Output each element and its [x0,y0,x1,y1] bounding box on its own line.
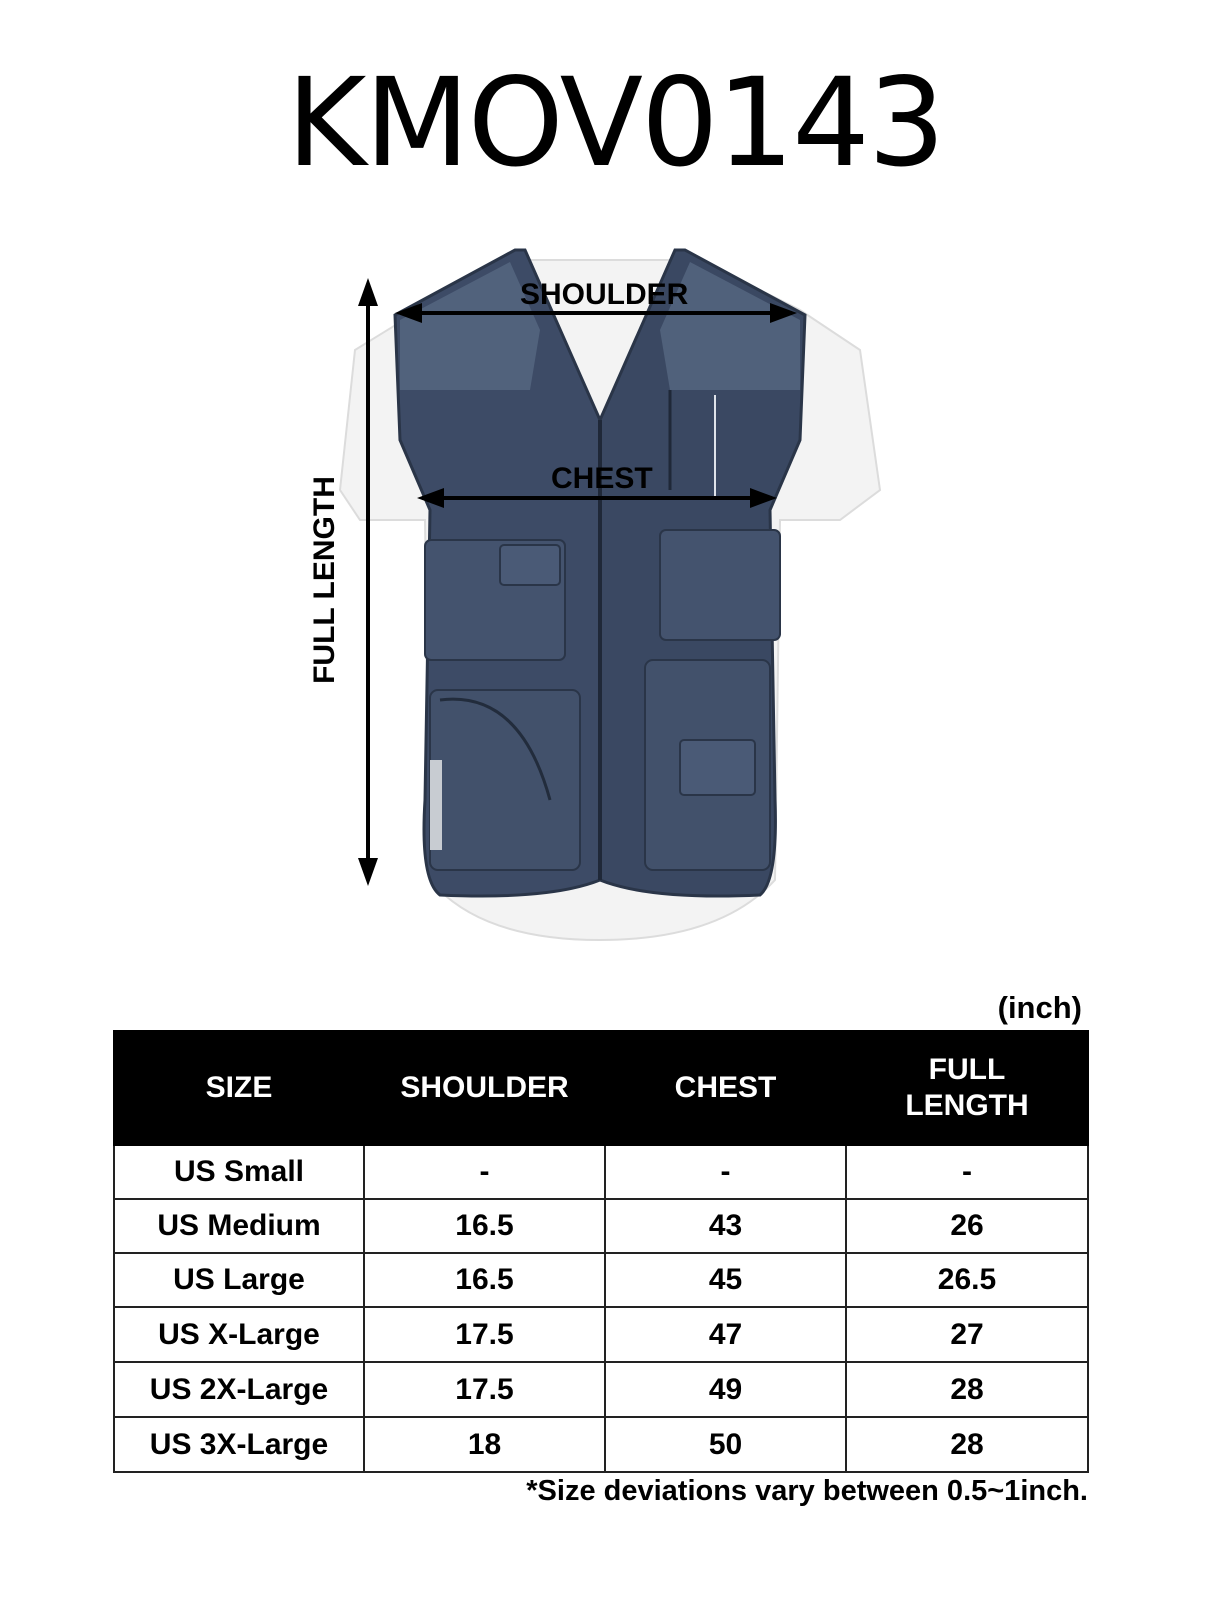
table-row [114,1253,1088,1307]
chest-cell: 43 [605,1199,846,1253]
size-cell: US 3X-Large [114,1417,364,1472]
shoulder-cell: - [364,1145,605,1199]
length-cell: 28 [846,1362,1088,1417]
table-row [114,1199,1088,1253]
size-cell: US Medium [114,1199,364,1253]
header-full-length: FULL LENGTH [846,1031,1088,1145]
header-shoulder: SHOULDER [364,1031,605,1145]
length-cell: 26 [846,1199,1088,1253]
size-deviation-note: *Size deviations vary between 0.5~1inch. [526,1475,1088,1507]
size-cell: US 2X-Large [114,1362,364,1417]
shoulder-cell: 17.5 [364,1307,605,1362]
chest-cell: 50 [605,1417,846,1472]
header-size: SIZE [114,1031,364,1145]
unit-label: (inch) [997,990,1082,1025]
vest-illustration [300,240,920,960]
chest-cell: 45 [605,1253,846,1307]
shoulder-cell: 16.5 [364,1199,605,1253]
full-length-measure-label: FULL LENGTH [308,476,341,684]
size-chart-table [113,1030,1089,1473]
length-cell: 27 [846,1307,1088,1362]
length-cell: - [846,1145,1088,1199]
size-cell: US X-Large [114,1307,364,1362]
table-header-row [114,1031,1088,1145]
size-cell: US Large [114,1253,364,1307]
shoulder-cell: 16.5 [364,1253,605,1307]
header-chest: CHEST [605,1031,846,1145]
table-row [114,1145,1088,1199]
length-cell: 28 [846,1417,1088,1472]
length-cell: 26.5 [846,1253,1088,1307]
shoulder-measure-label: SHOULDER [520,278,689,311]
shoulder-cell: 18 [364,1417,605,1472]
chest-cell: - [605,1145,846,1199]
table-row [114,1417,1088,1472]
size-cell: US Small [114,1145,364,1199]
table-row [114,1307,1088,1362]
chest-measure-label: CHEST [551,462,653,495]
chest-cell: 47 [605,1307,846,1362]
shoulder-cell: 17.5 [364,1362,605,1417]
chest-cell: 49 [605,1362,846,1417]
table-row [114,1362,1088,1417]
vest-measurement-figure [300,240,920,960]
product-code-title: KMOV0143 [286,52,944,194]
